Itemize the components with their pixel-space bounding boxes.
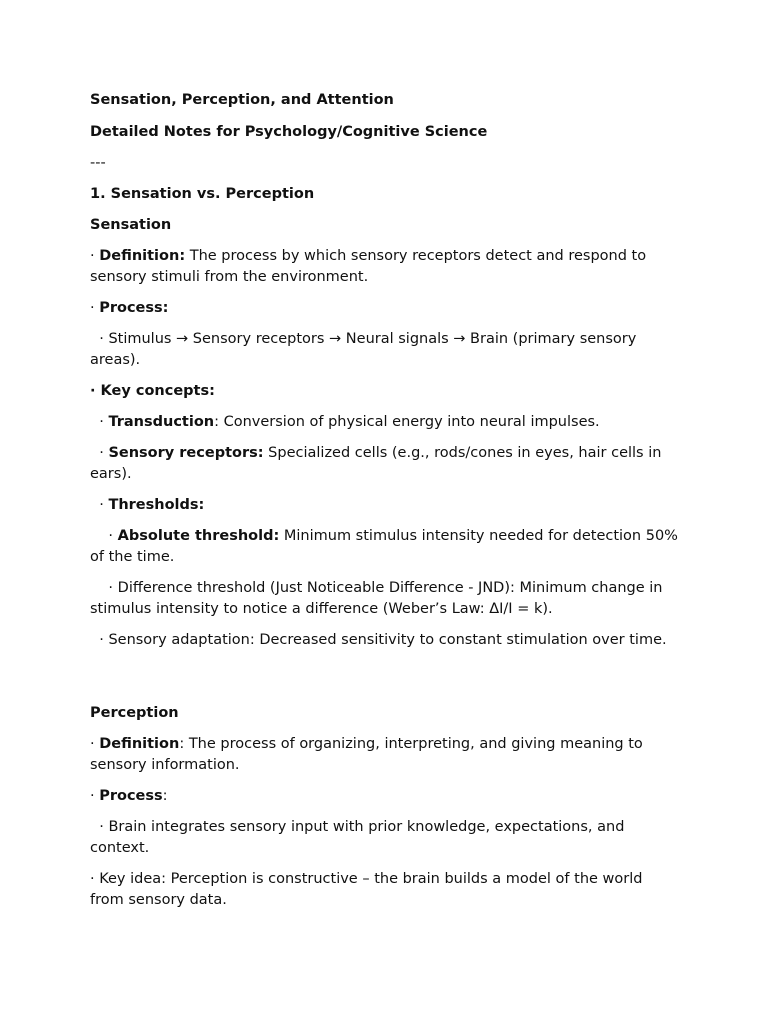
sensory-receptors-item: · Sensory receptors: Specialized cells (e.g., rods/cones in eyes, hair cells in ears). bbox=[90, 445, 662, 482]
section-spacer bbox=[90, 661, 678, 703]
definition-text: The process by which sensory receptors detect and respond to sensory stimuli from the environment. bbox=[90, 248, 647, 285]
perception-key-idea: · Key idea: Perception is constructive – the brain builds a model of the world from sensory data. bbox=[90, 871, 643, 908]
section-heading-sensation-vs-perception: 1. Sensation vs. Perception bbox=[90, 186, 315, 202]
perception-definition-label: Definition bbox=[99, 736, 180, 752]
thresholds-item: · Thresholds: bbox=[90, 497, 205, 513]
key-concepts-label: · Key concepts: bbox=[90, 383, 215, 399]
perception-key-idea-text: Key idea: Perception is constructive – the brain builds a model of the world from sensory data. bbox=[90, 871, 643, 908]
receptors-label: Sensory receptors: bbox=[108, 445, 264, 461]
difference-threshold-item: · Difference threshold (Just Noticeable Difference - JND): Minimum change in stimulus intensity to notice a difference (Weber’s Law: ΔI/I = k). bbox=[90, 580, 663, 617]
difference-threshold-text: Difference threshold (Just Noticeable Difference - JND): Minimum change in stimulus intensity to notice a difference (Weber’s Law: ΔI/I = k). bbox=[90, 580, 663, 617]
transduction-text: : Conversion of physical energy into neural impulses. bbox=[214, 414, 600, 430]
perception-process: · Process: bbox=[90, 788, 168, 804]
perception-definition: · Definition: The process of organizing, interpreting, and giving meaning to sensory information. bbox=[90, 736, 643, 773]
separator: --- bbox=[90, 155, 106, 171]
perception-process-colon: : bbox=[162, 788, 168, 804]
perception-process-label: Process bbox=[99, 788, 163, 804]
subheading-perception: Perception bbox=[90, 705, 179, 721]
document-subtitle: Detailed Notes for Psychology/Cognitive Science bbox=[90, 124, 488, 140]
absolute-threshold-label: Absolute threshold: bbox=[117, 528, 280, 544]
sensation-process: · Process: bbox=[90, 300, 169, 316]
sensation-process-item: · Stimulus → Sensory receptors → Neural signals → Brain (primary sensory areas). bbox=[90, 331, 637, 368]
transduction-item: · Transduction: Conversion of physical energy into neural impulses. bbox=[90, 414, 600, 430]
process-label: Process: bbox=[99, 300, 169, 316]
sensation-definition: · Definition: The process by which sensory receptors detect and respond to sensory stimuli from the environment. bbox=[90, 248, 647, 285]
receptors-text: Specialized cells (e.g., rods/cones in eyes, hair cells in ears). bbox=[90, 445, 662, 482]
definition-label: Definition: bbox=[99, 248, 186, 264]
absolute-threshold-item: · Absolute threshold: Minimum stimulus intensity needed for detection 50% of the time. bbox=[90, 528, 678, 565]
perception-definition-text: : The process of organizing, interpreting, and giving meaning to sensory information. bbox=[90, 736, 643, 773]
document-title: Sensation, Perception, and Attention bbox=[90, 92, 394, 108]
sensory-adaptation-text: Sensory adaptation: Decreased sensitivity to constant stimulation over time. bbox=[108, 632, 667, 648]
perception-process-item: · Brain integrates sensory input with prior knowledge, expectations, and context. bbox=[90, 819, 625, 856]
perception-process-item-text: Brain integrates sensory input with prior knowledge, expectations, and context. bbox=[90, 819, 625, 856]
subheading-sensation: Sensation bbox=[90, 217, 172, 233]
thresholds-label: Thresholds: bbox=[108, 497, 205, 513]
absolute-threshold-text: Minimum stimulus intensity needed for detection 50% of the time. bbox=[90, 528, 678, 565]
process-text: Stimulus → Sensory receptors → Neural signals → Brain (primary sensory areas). bbox=[90, 331, 637, 368]
sensory-adaptation-item: · Sensory adaptation: Decreased sensitivity to constant stimulation over time. bbox=[90, 632, 667, 648]
transduction-label: Transduction bbox=[108, 414, 215, 430]
